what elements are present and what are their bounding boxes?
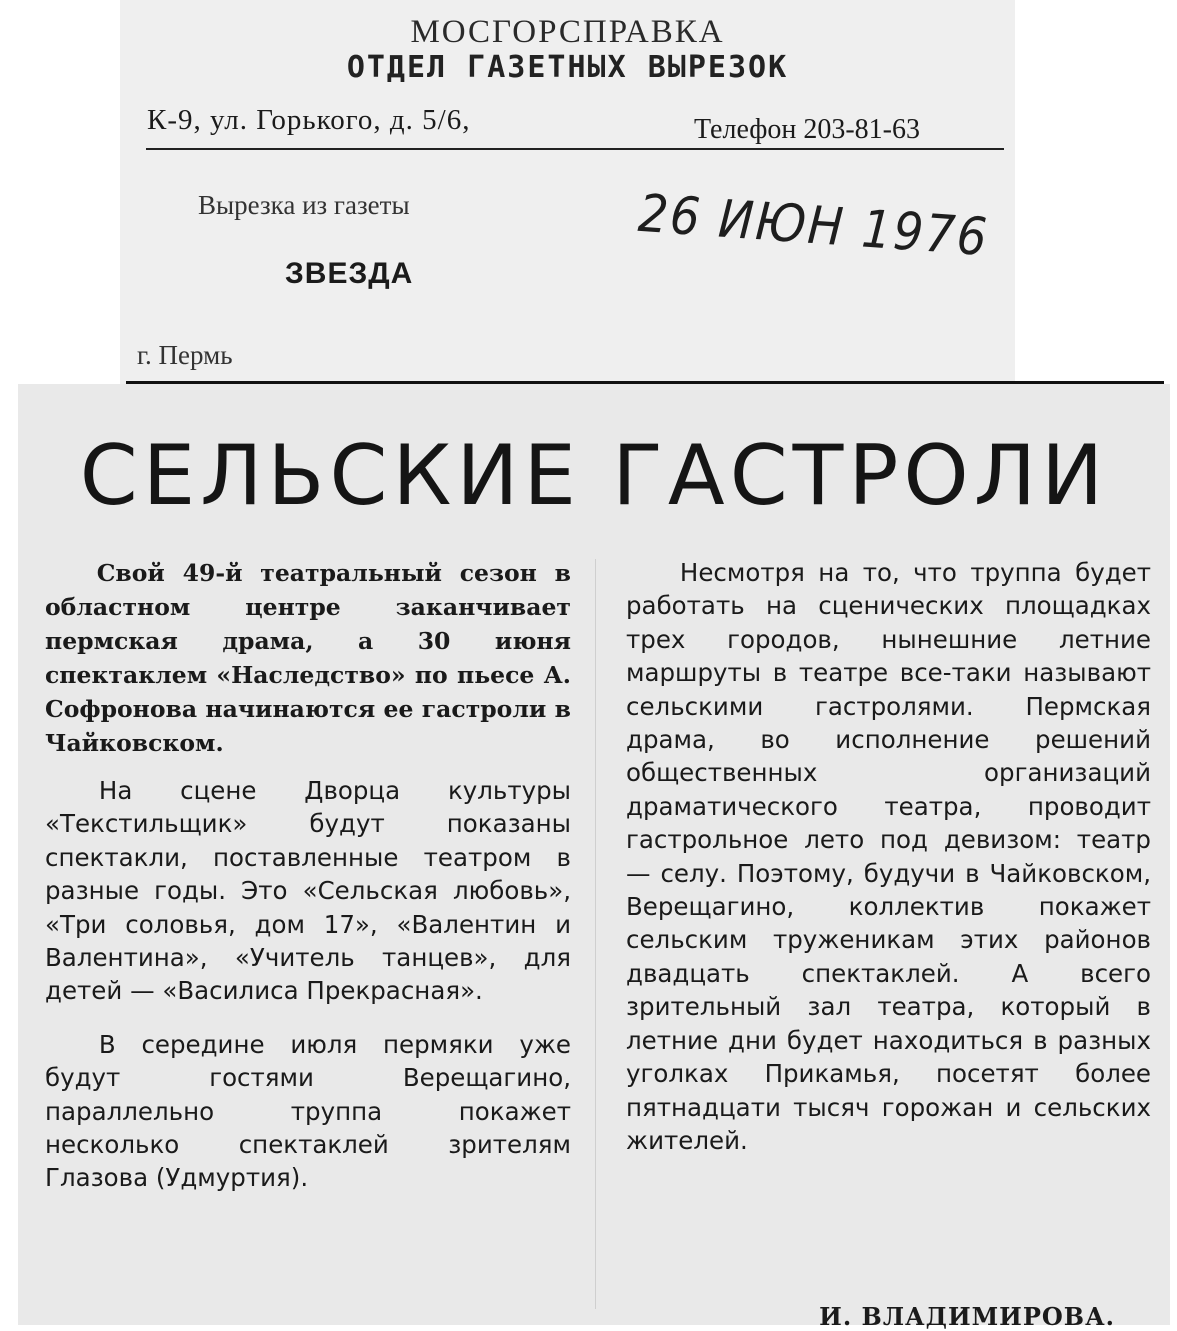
article-column-right — [626, 556, 1151, 1157]
department-name: ОТДЕЛ ГАЗЕТНЫХ ВЫРЕЗОК — [346, 50, 789, 85]
article-headline: СЕЛЬСКИЕ ГАСТРОЛИ — [79, 427, 1109, 524]
city-text: г. Пермь — [137, 340, 233, 370]
article-signature: И. ВЛАДИМИРОВА. — [819, 1302, 1115, 1331]
column-divider — [595, 559, 596, 1309]
agency-name: МОСГОРСПРАВКА — [410, 14, 725, 50]
cut-label: Вырезка из газеты — [198, 190, 410, 220]
article-paragraph: Несмотря на то, что труппа будет работать на сценических площадках трех городов, нынешние летние маршруты в театре все-таки называют сельскими гастролями. Пермская драма, во исполнение решений общественных организаций драматического театра, проводит гастрольное лето под девизом: театр — селу. Поэтому, будучи в Чайковском, Верещагино, коллектив покажет сельским труженикам этих районов двадцать спектаклей. А всего зрительный зал театра, который в летние дни будет находиться в разных уголках Прикамья, посетят более пятнадцати тысяч горожан и сельских жителей. — [626, 558, 1151, 1155]
date-stamp: 26 ИЮН 1976 — [636, 183, 991, 269]
phone-text: Телефон 203-81-63 — [694, 114, 920, 145]
article-column-left — [45, 556, 571, 1195]
article-paragraph: На сцене Дворца культуры «Текстильщик» будут показаны спектакли, поставленные театром в разные годы. Это «Сельская любовь», «Три соловья, дом 17», «Валентин и Валентина», «Учитель танцев», для детей — «Василиса Прекрасная». — [45, 776, 571, 1006]
address-text: К-9, ул. Горького, д. 5/6, — [147, 104, 471, 136]
clipping-top-rule — [126, 381, 1164, 384]
article-lead: Свой 49-й театральный сезон в областном центре заканчивает пермская драма, а 30 июня спектаклем «Наследство» по пьесе А. Софронова начинаются ее гастроли в Чайковском. — [45, 559, 571, 757]
newspaper-name: ЗВЕЗДА — [285, 257, 414, 290]
header-rule — [146, 148, 1004, 150]
article-paragraph: В середине июля пермяки уже будут гостями Верещагино, параллельно труппа покажет несколько спектаклей зрителям Глазова (Удмуртия). — [45, 1029, 571, 1193]
newspaper-clipping — [18, 384, 1170, 1331]
clipping-service-header — [120, 0, 1015, 395]
